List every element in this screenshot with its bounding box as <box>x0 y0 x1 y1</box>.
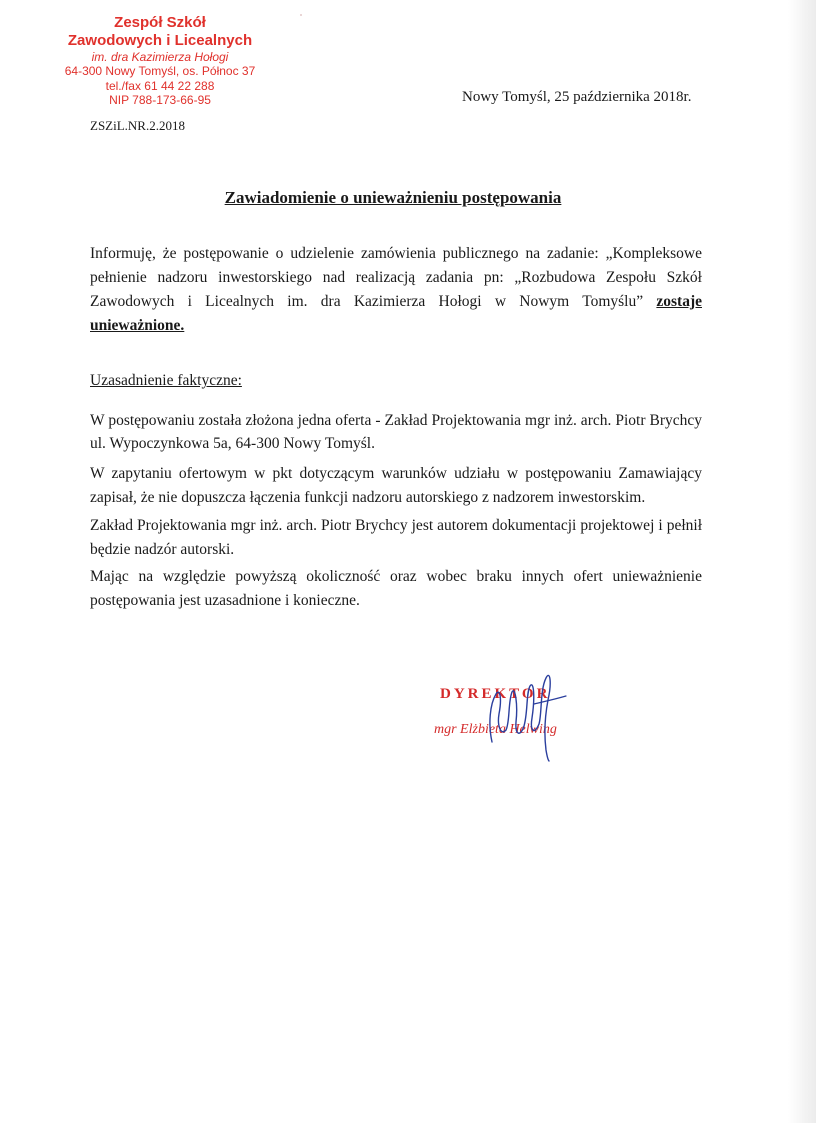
signature-block <box>426 686 576 766</box>
place-and-date: Nowy Tomyśl, 25 października 2018r. <box>462 89 692 105</box>
stamp-line-3: im. dra Kazimierza Hołogi <box>91 50 229 64</box>
school-stamp <box>54 14 266 107</box>
signature-title: DYREKTOR <box>440 686 551 702</box>
stamp-line-6: NIP 788-173-66-95 <box>109 93 211 107</box>
scan-speck <box>300 14 302 16</box>
justification-paragraph-1: W postępowaniu została złożona jedna oferta - Zakład Projektowania mgr inż. arch. Piotr Brychcy ul. Wypoczynkowa 5a, 64-300 Nowy Tomyśl. <box>90 412 702 452</box>
stamp-line-2: Zawodowych i Licealnych <box>67 32 253 49</box>
verdict-text: zostaje unieważnione. <box>90 293 702 334</box>
intro-text: Informuję, że postępowanie o udzielenie zamówienia publicznego na zadanie: „Kompleksowe pełnienie nadzoru inwestorskiego nad realizacją zadania pn: „Rozbudowa Zespołu Szkół Zawodowych i Licealnych im. dra Kazimierza Hołogi w Nowym Tomyślu” <box>90 245 702 310</box>
handwritten-signature <box>482 664 572 762</box>
justification-paragraph-3: Zakład Projektowania mgr inż. arch. Piotr Brychcy jest autorem dokumentacji projektowej i pełnił będzie nadzór autorski. <box>90 517 702 558</box>
signatory-name: mgr Elżbieta Helwing <box>434 722 557 737</box>
justification-heading: Uzasadnienie faktyczne: <box>90 372 242 389</box>
justification-paragraph-2: W zapytaniu ofertowym w pkt dotyczącym warunków udziału w postępowaniu Zamawiający zapisał, że nie dopuszcza łączenia funkcji nadzoru autorskiego z nadzorem inwestorskim. <box>90 465 702 506</box>
stamp-line-4: 64-300 Nowy Tomyśl, os. Północ 37 <box>64 64 256 78</box>
justification-paragraph-4: Mając na względzie powyższą okoliczność oraz wobec braku innych ofert unieważnienie postępowania jest uzasadnione i konieczne. <box>90 568 702 609</box>
reference-number: ZSZiL.NR.2.2018 <box>90 118 185 133</box>
stamp-line-1: Zespół Szkół <box>114 14 206 31</box>
intro-paragraph <box>90 242 702 338</box>
scan-edge-shadow <box>788 0 816 1123</box>
document-title: Zawiadomienie o unieważnieniu postępowania <box>224 188 562 207</box>
stamp-line-5: tel./fax 61 44 22 288 <box>105 79 215 93</box>
